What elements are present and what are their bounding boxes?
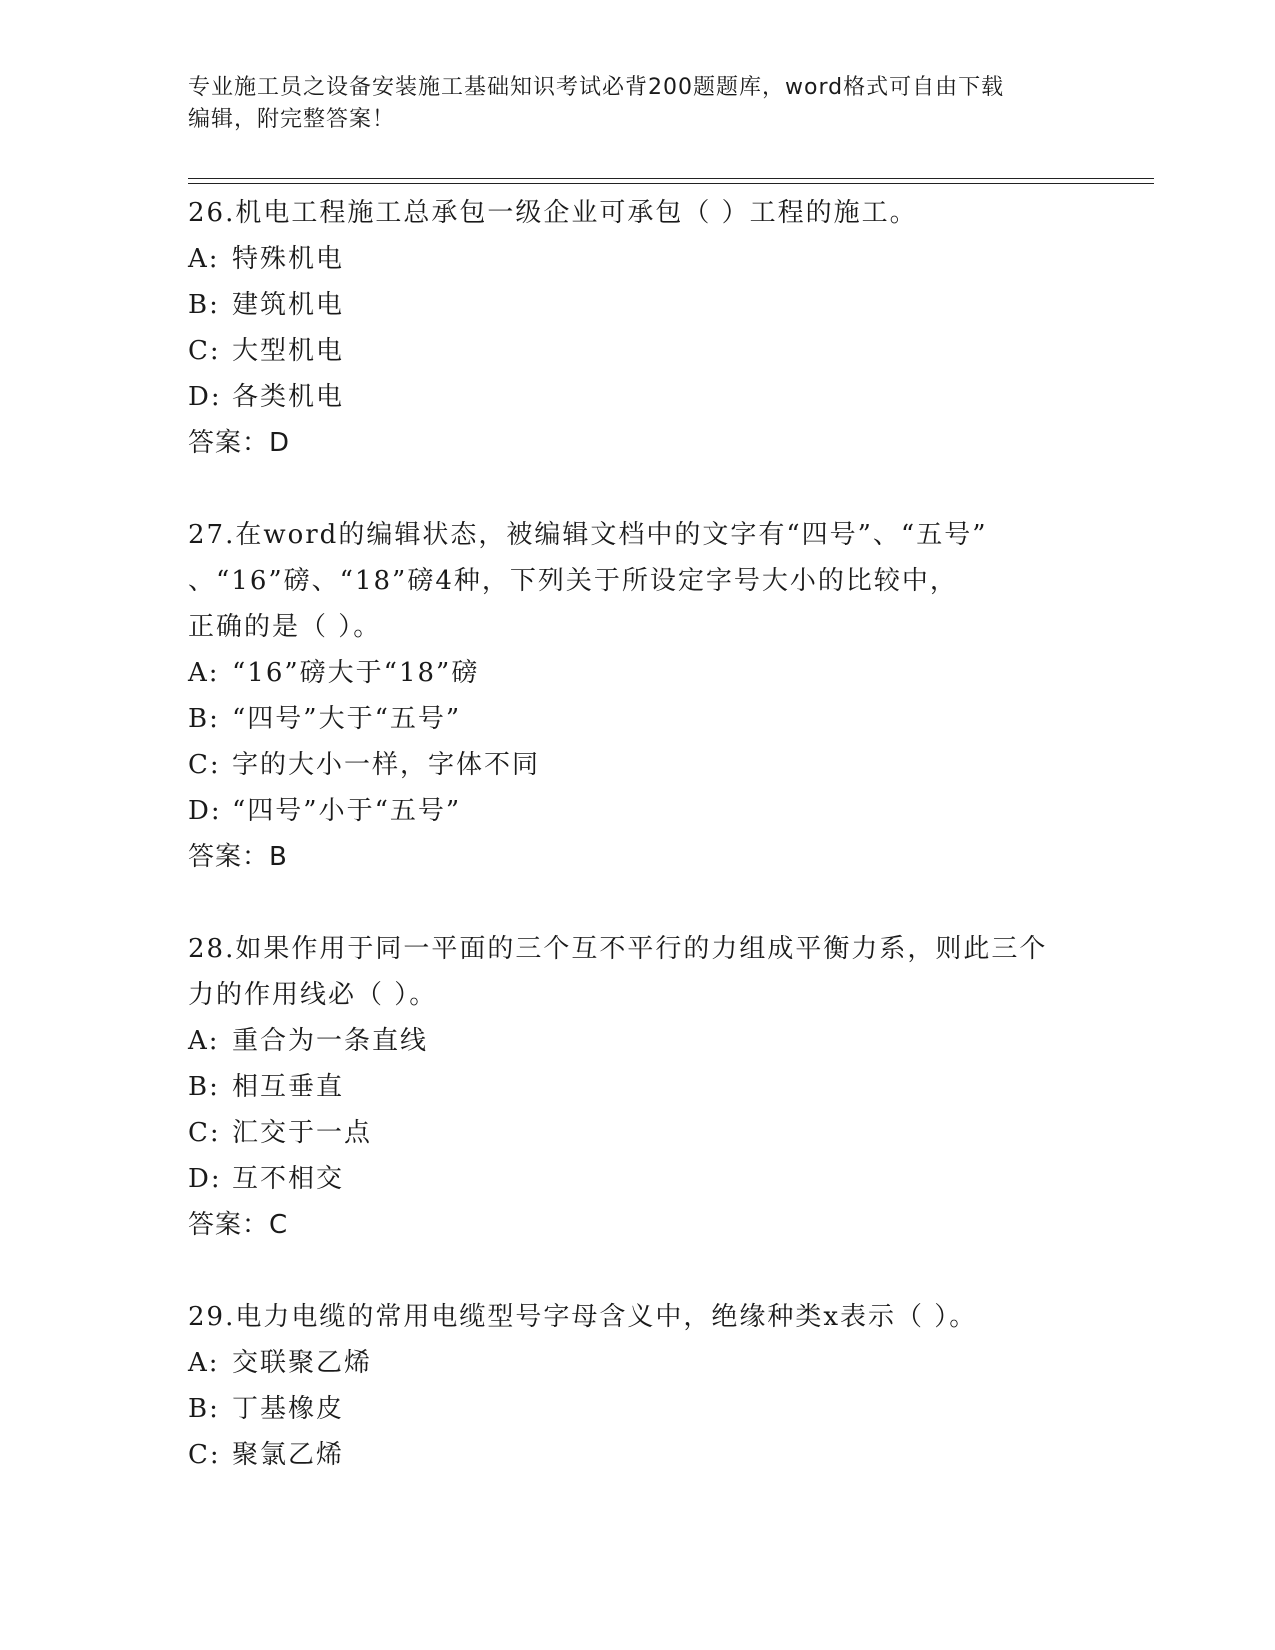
- option-key: D:: [188, 796, 222, 826]
- option-text: 字的大小一样，字体不同: [232, 750, 541, 780]
- question-block: [188, 1294, 1088, 1478]
- header-rule-bottom: [188, 183, 1154, 184]
- option-text: 汇交于一点: [232, 1118, 373, 1148]
- option-key: A:: [188, 1348, 220, 1378]
- option-d: [188, 374, 1088, 420]
- option-text: 聚氯乙烯: [232, 1440, 345, 1470]
- option-text: 特殊机电: [232, 244, 345, 274]
- option-key: A:: [188, 658, 220, 688]
- option-text: 丁基橡皮: [232, 1394, 345, 1424]
- option-key: A:: [188, 244, 220, 274]
- option-key: B:: [188, 290, 220, 320]
- option-text: 各类机电: [232, 382, 345, 412]
- option-b: [188, 1386, 1088, 1432]
- option-a: [188, 1340, 1088, 1386]
- option-text: 重合为一条直线: [232, 1026, 429, 1056]
- option-text: 交联聚乙烯: [232, 1348, 373, 1378]
- header-title-line1: 专业施工员之设备安装施工基础知识考试必背200题题库，word格式可自由下载: [188, 75, 1005, 100]
- option-c: [188, 742, 1088, 788]
- option-key: C:: [188, 750, 221, 780]
- option-text: 相互垂直: [232, 1072, 345, 1102]
- option-b: [188, 696, 1088, 742]
- header-rule-top: [188, 178, 1154, 179]
- option-key: D:: [188, 382, 222, 412]
- option-d: [188, 788, 1088, 834]
- question-text: 力的作用线必（ ）。: [188, 980, 438, 1010]
- option-c: [188, 1432, 1088, 1478]
- option-c: [188, 328, 1088, 374]
- question-block: [188, 926, 1088, 1248]
- option-b: [188, 282, 1088, 328]
- option-key: D:: [188, 1164, 222, 1194]
- option-key: A:: [188, 1026, 220, 1056]
- question-text: 28.如果作用于同一平面的三个互不平行的力组成平衡力系，则此三个: [188, 934, 1048, 964]
- question-text: 29.电力电缆的常用电缆型号字母含义中，绝缘种类x表示（ ）。: [188, 1302, 978, 1332]
- answer-line: 答案：C: [188, 1210, 289, 1240]
- option-key: C:: [188, 1440, 221, 1470]
- option-text: “16”磅大于“18”磅: [232, 658, 480, 688]
- question-block: [188, 512, 1088, 880]
- option-a: [188, 1018, 1088, 1064]
- question-text: 27.在word的编辑状态，被编辑文档中的文字有“四号”、“五号”: [188, 520, 988, 550]
- question-text: 正确的是（ ）。: [188, 612, 382, 642]
- option-a: [188, 236, 1088, 282]
- option-text: 建筑机电: [232, 290, 345, 320]
- option-key: C:: [188, 1118, 221, 1148]
- option-text: 互不相交: [232, 1164, 345, 1194]
- header-title-line2: 编辑，附完整答案！: [188, 107, 396, 132]
- option-b: [188, 1064, 1088, 1110]
- option-c: [188, 1110, 1088, 1156]
- option-key: C:: [188, 336, 221, 366]
- question-text: 26.机电工程施工总承包一级企业可承包（ ）工程的施工。: [188, 198, 918, 228]
- question-list: [188, 190, 1088, 1524]
- option-text: 大型机电: [232, 336, 345, 366]
- answer-line: 答案：D: [188, 428, 291, 458]
- option-key: B:: [188, 1394, 220, 1424]
- option-key: B:: [188, 1072, 220, 1102]
- document-header: [188, 72, 1088, 136]
- option-key: B:: [188, 704, 220, 734]
- option-a: [188, 650, 1088, 696]
- option-text: “四号”小于“五号”: [232, 796, 462, 826]
- question-block: [188, 190, 1088, 466]
- option-text: “四号”大于“五号”: [232, 704, 462, 734]
- question-text: 、“16”磅、“18”磅4种，下列关于所设定字号大小的比较中，: [188, 566, 958, 596]
- answer-line: 答案：B: [188, 842, 288, 872]
- option-d: [188, 1156, 1088, 1202]
